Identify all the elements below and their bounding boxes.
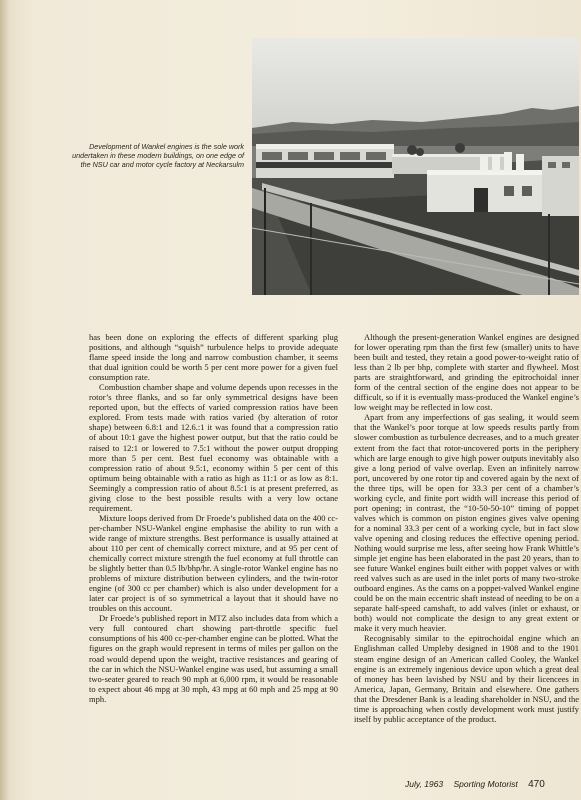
- page-spine-shadow: [0, 0, 10, 800]
- paragraph: Apart from any imperfections of gas sealing, it would seem that the Wankel’s poor torque at low speeds results partly from slower combustion as turbulence decreases, and to a much greater extent from the fact that rotor-uncovered ports in the periphery which are large enough to give high power outputs inevitably also give a long period of valve overlap. Even an infinitely narrow port, uncovered by one rotor tip and covered again by the next of the three tips, will be open for 33.3 per cent of a chamber’s working cycle, and finite port width will increase this period of port opening; in contrast, the “10-50-50-10” timing of poppet valves which is common on piston engines gives valve opening for a nominal 33.3 per cent of a working cycle, but in fact slow valve opening and closing reduces the effective opening period. Nothing would surprise me less, after seeing how Frank Whittle’s simple jet engine has been elaborated in the past 20 years, than to see future Wankel engines built either with poppet valves or with reed valves such as are used in the inlet ports of many two-stroke outboard engines. As the cams on a poppet-valved Wankel engine could be on the main eccentric shaft instead of needing to be on a separate half-speed camshaft, to add valves (inlet or exhaust, or both) would not complicate the design to any great extent or make it very much heavier.: [354, 412, 579, 634]
- factory-photo-drawing: [252, 38, 579, 295]
- paragraph: Mixture loops derived from Dr Froede’s published data on the 400 cc-per-chamber NSU-Wankel engine emphasise the ability to run with a wide range of mixture strengths. Best performance is usually attained at about 110 per cent of chemically correct mixture, and at 95 per cent of chemically correct mixture strength the fuel economy at full throttle can be slightly better than 0.5 lb/bhp/hr. A single-rotor Wankel engine has no problems of mixture distribution between cylinders, and the twin-rotor engine (of 300 cc per chamber) which is also under development for a later car project is of so symmetrical a layout that it should have no troubles on this account.: [89, 512, 338, 614]
- photo-caption: Development of Wankel engines is the sole work undertaken in these modern buildings, on one edge of the NSU car and motor cycle factory at Neckarsulm: [72, 142, 244, 169]
- page-footer: [405, 779, 581, 790]
- paragraph: Recognisably similar to the epitrochoidal engine which an Englishman called Umpleby designed in 1908 and to the 1901 steam engine design of an American called Cooley, the Wankel engine is an extremely ingenious device upon which a great deal of money has been lavished by NSU and by their licencees in America, Japan, Germany, Britain and elsewhere. One gathers that the Dresdener Bank is a leading shareholder in NSU, and the time is approaching when costly development work must justify itself by public acceptance of the product.: [354, 633, 579, 724]
- right-text-column: [354, 332, 579, 724]
- magazine-name: Sporting Motorist: [453, 779, 518, 789]
- paragraph: Dr Froede’s published report in MTZ also includes data from which a very full contoured chart showing part-throttle specific fuel consumptions of his 400 cc-per-chamber engine can be plotted. What the figures on the graph would represent in terms of miles per gallon on the road would depend upon the weight, tractive resistances and gearing of the car in which the NSU-Wankel engine was used, but assuming a small two-seater geared to reach 90 mph at 6,000 rpm, it would be reasonable to expect about 46 mpg at 30 mph, 43 mpg at 60 mph and 25 mpg at 90 mph.: [89, 613, 338, 704]
- paragraph: has been done on exploring the effects of different sparking plug positions, and although “squish” turbulence helps to provide adequate flame speed inside the long and narrow combustion chamber, it seems that dual ignition could be worth 5 per cent more power for a given fuel consumption rate.: [89, 332, 338, 383]
- issue-date: July, 1963: [405, 779, 444, 789]
- left-text-column: [89, 332, 338, 704]
- page-number: 470: [528, 779, 545, 790]
- paragraph: Although the present-generation Wankel engines are designed for lower operating rpm than the first few (smaller) units to have been built and tested, they retain a good power-to-weight ratio of less than 2 lb per bhp, complete with starter and flywheel. Most parts are straightforward, and grinding the epitrochoidal inner form of the central section of the engine does not appear to be difficult, so if it is eventually mass-produced the Wankel engine’s low weight may be reflected in low cost.: [354, 332, 579, 413]
- factory-photo: [252, 38, 579, 295]
- paragraph: Combustion chamber shape and volume depends upon recesses in the rotor’s three flanks, and so far only symmetrical designs have been reported upon, but the effects of varied compression ratios have been explored. From tests made with ratios varied (by alteration of rotor shape) between 6.8:1 and 12.6.:1 it was found that a compression ratio of about 10:1 gave the highest power output, but that the ratio could be raised to 12:1 or lowered to 7.5:1 without the power output dropping more than 5 per cent. Best fuel economy was obtainable with a compression ratio of about 9.5:1, economy within 5 per cent of this optimum being obtainable with a ratio as high as 11:1 or as low as 8:1. Seemingly a compression ratio of about 8.5:1 is at present preferred, as giving close to the best possible results with a very low octane requirement.: [89, 382, 338, 513]
